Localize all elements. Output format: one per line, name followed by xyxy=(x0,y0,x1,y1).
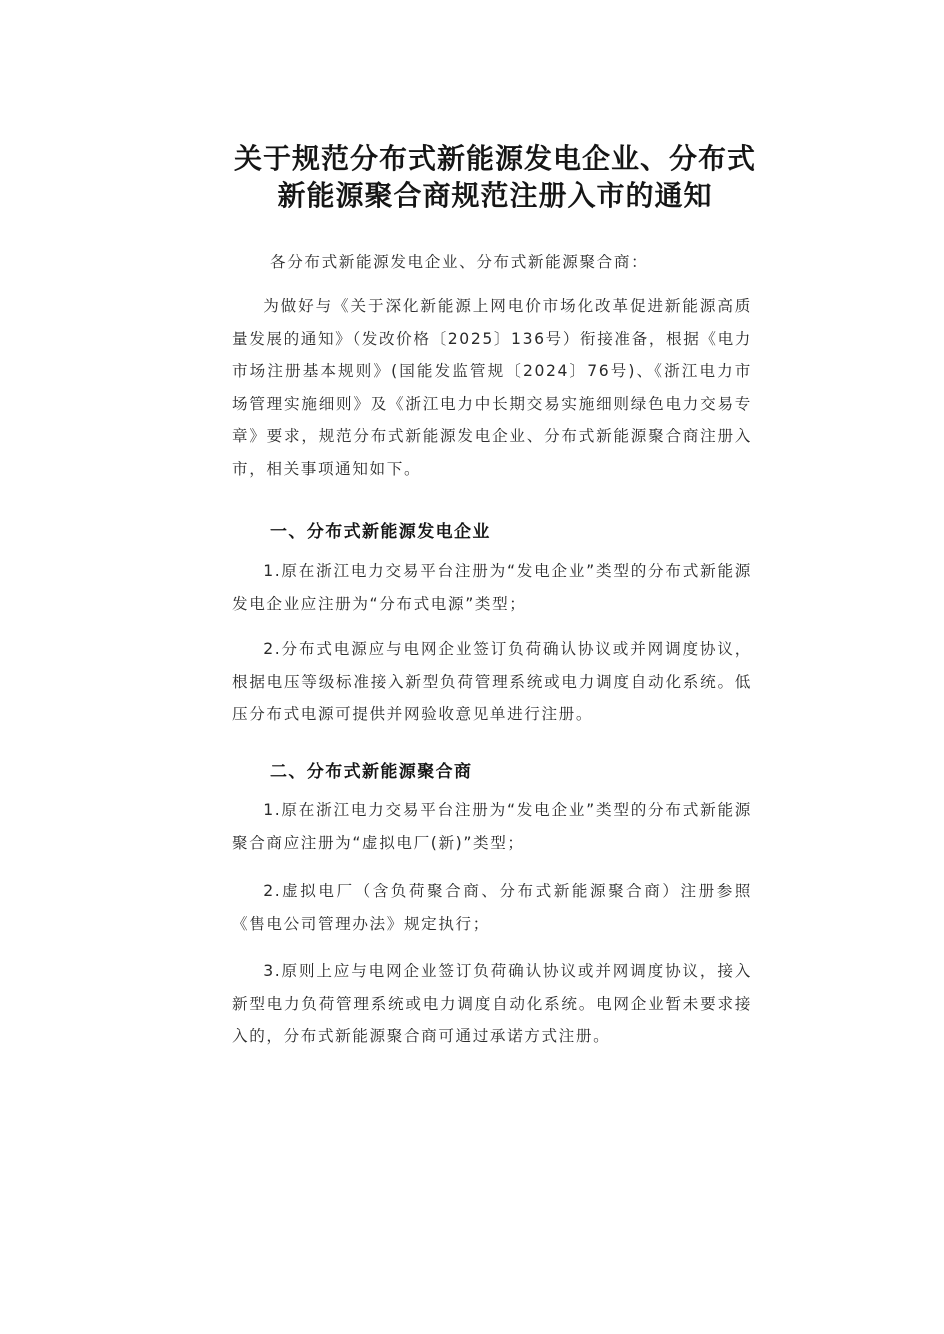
section-1-item-2: 2.分布式电源应与电网企业签订负荷确认协议或并网调度协议，根据电压等级标准接入新型负荷管理系统或电力调度自动化系统。低压分布式电源可提供并网验收意见单进行注册。 xyxy=(232,640,752,723)
section-1-heading: 一、分布式新能源发电企业 xyxy=(270,522,491,542)
section-2-item-3: 3.原则上应与电网企业签订负荷确认协议或并网调度协议，接入新型电力负荷管理系统或电力调度自动化系统。电网企业暂未要求接入的，分布式新能源聚合商可通过承诺方式注册。 xyxy=(232,962,752,1045)
document-title-line-1: 关于规范分布式新能源发电企业、分布式 xyxy=(233,142,756,175)
document-title-line-2: 新能源聚合商规范注册入市的通知 xyxy=(277,179,713,212)
salutation: 各分布式新能源发电企业、分布式新能源聚合商： xyxy=(270,253,649,271)
section-2-heading: 二、分布式新能源聚合商 xyxy=(270,762,473,782)
section-2-item-2: 2.虚拟电厂（含负荷聚合商、分布式新能源聚合商）注册参照《售电公司管理办法》规定执行； xyxy=(232,882,752,933)
section-2-item-1: 1.原在浙江电力交易平台注册为“发电企业”类型的分布式新能源聚合商应注册为“虚拟电厂(新)”类型； xyxy=(232,801,752,852)
section-1-item-1: 1.原在浙江电力交易平台注册为“发电企业”类型的分布式新能源发电企业应注册为“分布式电源”类型； xyxy=(232,562,752,613)
intro-paragraph: 为做好与《关于深化新能源上网电价市场化改革促进新能源高质量发展的通知》（发改价格〔2025〕136号）衔接准备，根据《电力市场注册基本规则》(国能发监管规〔2024〕76号)、《浙江电力市场管理实施细则》及《浙江电力中长期交易实施细则绿色电力交易专章》要求，规范分布式新能源发电企业、分布式新能源聚合商注册入市，相关事项通知如下。 xyxy=(232,297,752,478)
